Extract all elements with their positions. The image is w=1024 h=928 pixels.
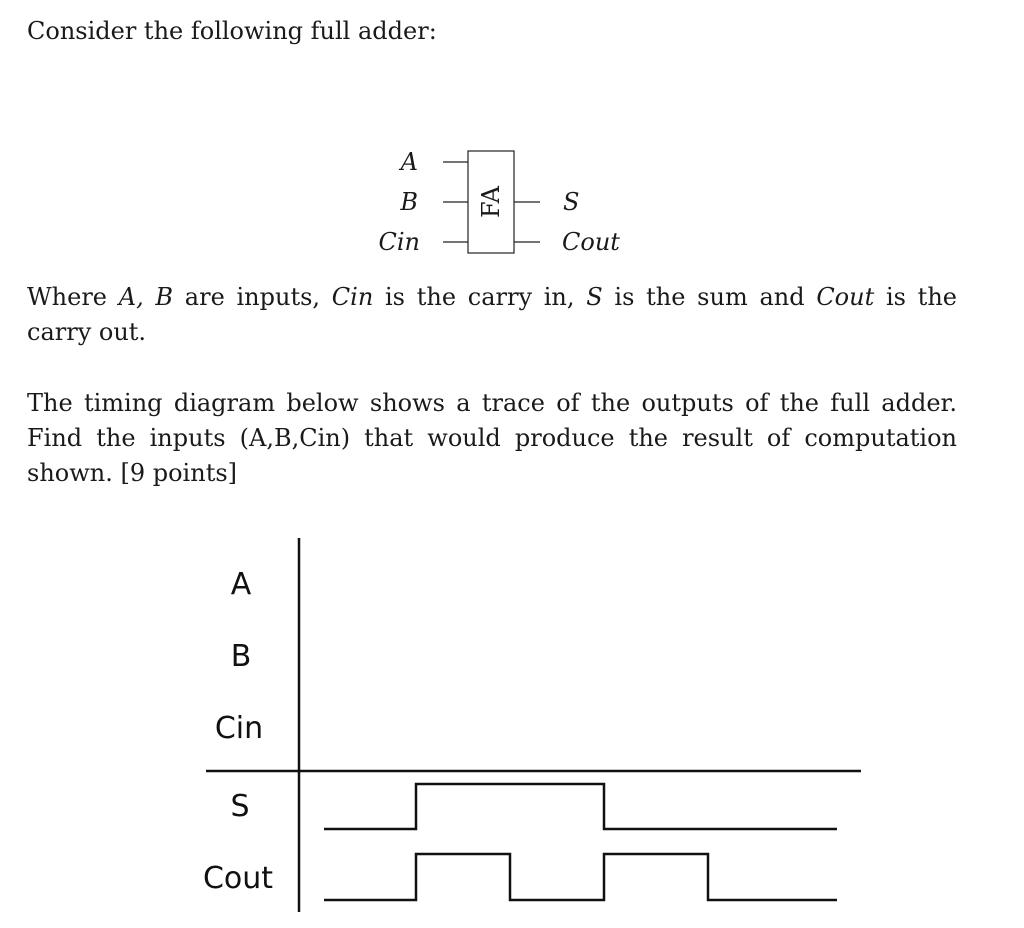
signal-label-a: A <box>230 567 252 602</box>
signal-label-b: B <box>230 639 252 674</box>
input-label-a: A <box>400 148 418 176</box>
where-text-part: is the carry in, <box>373 283 587 311</box>
signal-label-s: S <box>230 789 250 824</box>
signal-label-cout: Cout <box>202 861 274 896</box>
intro-text: Consider the following full adder: <box>27 17 437 45</box>
signal-label-cin: Cin <box>214 711 264 746</box>
where-text-part: are inputs, <box>173 283 332 311</box>
fa-block-label: FA <box>477 186 505 218</box>
waveform-cout <box>324 854 837 900</box>
output-label-s: S <box>563 188 580 216</box>
waveform-s <box>324 784 837 829</box>
timing-question-text: The timing diagram below shows a trace of the outputs of the full adder. Find the inputs (A,B,Cin) that would produce the result of computation shown. [9 points] <box>27 389 957 487</box>
where-text-part: S <box>586 283 603 311</box>
where-text-part: Cin <box>331 283 374 311</box>
where-text-part: Where <box>27 283 119 311</box>
input-label-cin: Cin <box>378 228 420 256</box>
where-text-part: is the sum and <box>602 283 817 311</box>
where-text-part: is the carry out. <box>27 283 957 346</box>
input-label-b: B <box>400 188 418 216</box>
where-text-part: Cout <box>816 283 875 311</box>
where-text-part: A, B <box>118 283 174 311</box>
output-label-cout: Cout <box>562 228 620 256</box>
